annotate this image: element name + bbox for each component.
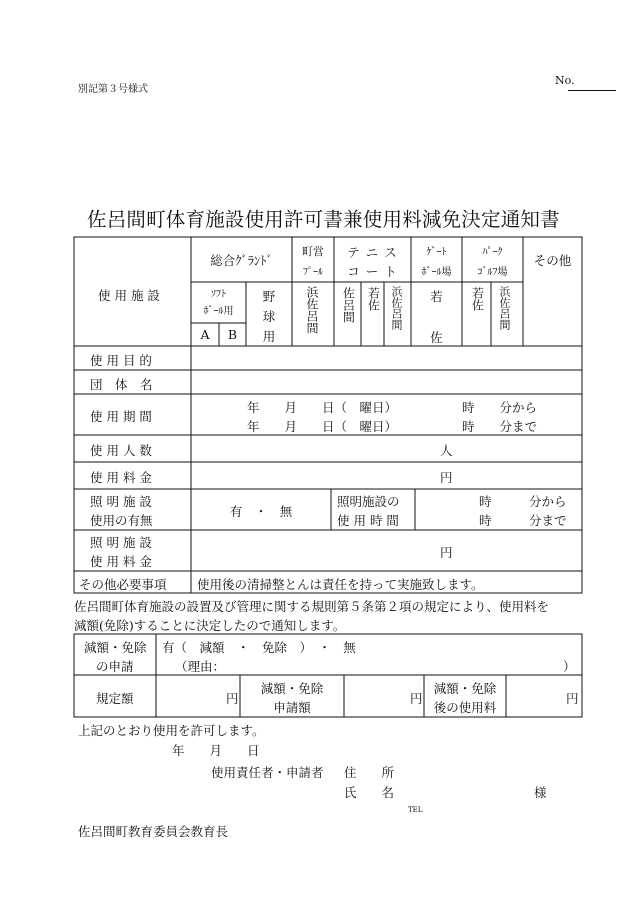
tennis-header-1: テ ニ ス	[347, 245, 398, 260]
fee-label: 使 用 料 金	[90, 470, 152, 485]
period-end-date: 年 月 日（ 曜日）	[247, 419, 398, 434]
name-label: 氏 名	[344, 785, 395, 800]
apply-text: 有（ 減額 ・ 免除 ） ・ 無	[162, 640, 356, 655]
tel-label: TEL	[408, 806, 423, 814]
lighting-yes-no: 有 ・ 無	[229, 504, 293, 519]
tennis-wakasa: 若佐	[366, 287, 381, 311]
tennis-hamasaroma: 浜佐呂間	[390, 286, 403, 330]
purpose-label: 使 用 目 的	[90, 353, 152, 368]
softball-b: B	[227, 327, 238, 342]
lighting-time-to: 時 分まで	[479, 513, 567, 528]
standard-label: 規定額	[96, 691, 134, 706]
apply-label-1: 減額・免除	[84, 640, 147, 655]
no-label: No.	[555, 74, 575, 87]
form-number: 別記第３号様式	[78, 84, 148, 95]
parkgolf-wakasa: 若佐	[470, 287, 485, 311]
notice-line-1: 佐呂間町体育施設の設置及び管理に関する規則第５条第２項の規定により、使用料を	[74, 599, 550, 614]
sama-label: 様	[534, 785, 547, 800]
period-start-time: 時 分から	[462, 400, 538, 415]
fee-unit: 円	[440, 470, 453, 485]
people-label: 使 用 人 数	[90, 443, 152, 458]
pool-hamasaroma: 浜佐呂間	[305, 286, 319, 334]
address-label: 住 所	[344, 765, 395, 780]
gateball-wakasa-2: 佐	[430, 330, 443, 345]
baseball-3: 用	[262, 329, 276, 344]
baseball-2: 球	[262, 309, 276, 324]
standard-yen: 円	[226, 691, 239, 706]
after-label-1: 減額・免除	[433, 681, 497, 696]
facility-label: 使 用 施 設	[98, 288, 160, 303]
lighting-fee-unit: 円	[440, 545, 453, 560]
applied-label-2: 申請額	[273, 700, 311, 715]
lighting-time-from: 時 分から	[479, 494, 567, 509]
tennis-header-2: コ ー ト	[347, 264, 398, 279]
general-ground-header: 総合ｸﾞﾗﾝﾄﾞ	[210, 253, 273, 268]
gateball-wakasa-1: 若	[430, 289, 443, 304]
permit-text: 上記のとおり使用を許可します。	[78, 723, 265, 738]
parkgolf-header-1: ﾊﾟｰｸ	[482, 247, 503, 258]
after-yen: 円	[566, 691, 579, 706]
period-label: 使 用 期 間	[90, 409, 152, 424]
parkgolf-header-2: ｺﾞﾙﾌ場	[477, 267, 508, 278]
responsible-label: 使用責任者・申請者	[211, 765, 324, 780]
gateball-header-2: ﾎﾞｰﾙ場	[421, 267, 452, 278]
group-name-label: 団 体 名	[90, 377, 153, 392]
baseball-1: 野	[262, 289, 276, 304]
lighting-fee-label-1: 照 明 施 設	[90, 535, 152, 550]
period-start-date: 年 月 日（ 曜日）	[247, 400, 398, 415]
other-matters-label: その他必要事項	[79, 577, 167, 592]
lighting-use-label-2: 使用の有無	[90, 513, 153, 528]
people-unit: 人	[440, 443, 453, 458]
reason-label: （理由：	[175, 659, 226, 674]
softball-a: A	[200, 327, 210, 342]
lighting-use-label-1: 照 明 施 設	[90, 494, 152, 509]
applied-yen: 円	[410, 691, 423, 706]
lighting-time-label-2: 使 用 時 間	[337, 513, 399, 528]
reason-close: ）	[563, 659, 576, 674]
parkgolf-hamasaroma: 浜佐呂間	[498, 286, 511, 330]
period-end-time: 時 分まで	[462, 419, 538, 434]
apply-label-2: の申請	[96, 659, 134, 674]
lighting-fee-label-2: 使 用 料 金	[90, 554, 152, 569]
gateball-header-1: ｹﾞｰﾄ	[426, 247, 447, 258]
lighting-time-label-1: 照明施設の	[337, 494, 400, 509]
applied-label-1: 減額・免除	[260, 681, 324, 696]
permit-date: 年 月 日	[172, 743, 260, 758]
softball-header: ｿﾌﾄ ﾎﾞｰﾙ用	[203, 289, 234, 317]
pool-header-2: ﾌﾟｰﾙ	[303, 267, 323, 278]
tennis-saroma: 佐呂間	[341, 287, 356, 323]
notice-line-2: 減額(免除)することに決定したので通知します。	[74, 618, 346, 633]
other-header: その他	[533, 253, 572, 268]
other-matters-text: 使用後の清掃整とんは責任を持って実施致します。	[197, 577, 484, 592]
issuer-label: 佐呂間町教育委員会教育長	[78, 824, 229, 839]
pool-header-1: 町営	[302, 245, 324, 258]
document-title: 佐呂間町体育施設使用許可書兼使用料減免決定通知書	[87, 208, 560, 231]
after-label-2: 後の使用料	[433, 700, 497, 715]
